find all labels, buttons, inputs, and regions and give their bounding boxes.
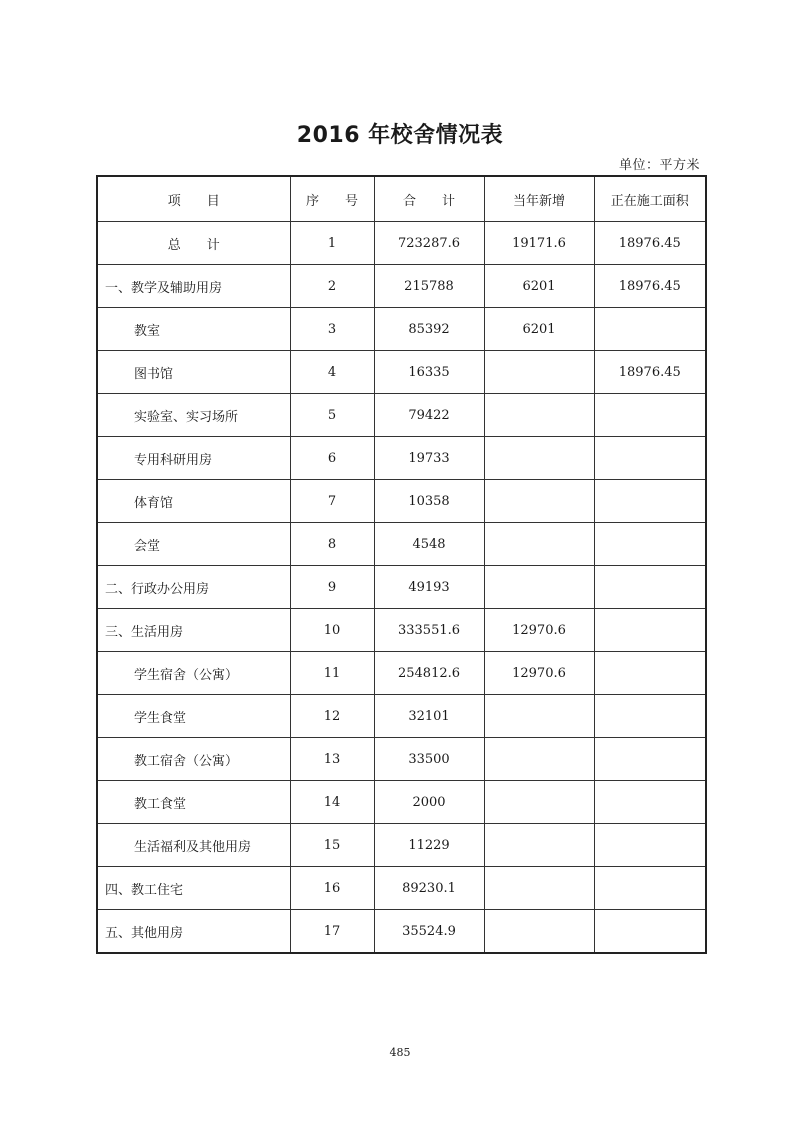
table-row <box>97 738 706 781</box>
row-total: 333551.6 <box>374 609 484 652</box>
row-total: 79422 <box>374 394 484 437</box>
row-new <box>484 523 594 566</box>
row-total: 19733 <box>374 437 484 480</box>
row-building <box>594 824 706 867</box>
row-no: 17 <box>290 910 374 954</box>
row-total: 35524.9 <box>374 910 484 954</box>
row-building: 18976.45 <box>594 222 706 265</box>
row-building <box>594 609 706 652</box>
row-building <box>594 738 706 781</box>
row-new: 6201 <box>484 308 594 351</box>
row-new <box>484 781 594 824</box>
row-building: 18976.45 <box>594 351 706 394</box>
row-item: 会堂 <box>97 523 290 566</box>
row-building <box>594 394 706 437</box>
page-title: 2016 年校舍情况表 <box>296 123 504 148</box>
row-no: 12 <box>290 695 374 738</box>
row-total: 723287.6 <box>374 222 484 265</box>
row-no: 14 <box>290 781 374 824</box>
row-building <box>594 523 706 566</box>
row-item: 体育馆 <box>97 480 290 523</box>
row-building <box>594 437 706 480</box>
row-item: 教室 <box>97 308 290 351</box>
table-header-row <box>97 176 706 222</box>
row-no: 1 <box>290 222 374 265</box>
row-no: 9 <box>290 566 374 609</box>
row-no: 16 <box>290 867 374 910</box>
row-building <box>594 695 706 738</box>
row-item: 学生食堂 <box>97 695 290 738</box>
row-building <box>594 308 706 351</box>
row-new <box>484 824 594 867</box>
row-total: 32101 <box>374 695 484 738</box>
row-new <box>484 480 594 523</box>
table-row <box>97 265 706 308</box>
table-row <box>97 652 706 695</box>
row-total: 89230.1 <box>374 867 484 910</box>
row-no: 5 <box>290 394 374 437</box>
row-building <box>594 480 706 523</box>
row-item: 教工食堂 <box>97 781 290 824</box>
table-row <box>97 351 706 394</box>
header-item: 项 目 <box>97 176 290 222</box>
row-new: 19171.6 <box>484 222 594 265</box>
table-row <box>97 910 706 954</box>
row-no: 15 <box>290 824 374 867</box>
row-item: 生活福利及其他用房 <box>97 824 290 867</box>
row-building <box>594 566 706 609</box>
row-building <box>594 910 706 954</box>
table-row <box>97 437 706 480</box>
row-no: 7 <box>290 480 374 523</box>
header-new: 当年新增 <box>484 176 594 222</box>
row-item: 教工宿舍（公寓） <box>97 738 290 781</box>
row-item: 专用科研用房 <box>97 437 290 480</box>
row-no: 13 <box>290 738 374 781</box>
row-no: 10 <box>290 609 374 652</box>
table-row <box>97 566 706 609</box>
table-row <box>97 308 706 351</box>
table-row <box>97 609 706 652</box>
row-new <box>484 738 594 781</box>
table-row <box>97 394 706 437</box>
table-row <box>97 480 706 523</box>
row-building <box>594 867 706 910</box>
row-no: 8 <box>290 523 374 566</box>
header-total: 合 计 <box>374 176 484 222</box>
table-row <box>97 222 706 265</box>
row-item: 图书馆 <box>97 351 290 394</box>
row-building: 18976.45 <box>594 265 706 308</box>
unit-label: 单位：平方米 <box>618 158 700 173</box>
row-new: 12970.6 <box>484 609 594 652</box>
school-building-table <box>96 175 707 954</box>
table-row <box>97 523 706 566</box>
row-item: 五、其他用房 <box>97 910 290 954</box>
header-no: 序 号 <box>290 176 374 222</box>
row-total: 4548 <box>374 523 484 566</box>
row-item: 四、教工住宅 <box>97 867 290 910</box>
row-new <box>484 351 594 394</box>
row-new <box>484 394 594 437</box>
row-no: 3 <box>290 308 374 351</box>
row-total: 215788 <box>374 265 484 308</box>
row-total: 49193 <box>374 566 484 609</box>
row-total: 10358 <box>374 480 484 523</box>
row-total: 2000 <box>374 781 484 824</box>
row-no: 11 <box>290 652 374 695</box>
page-number: 485 <box>389 1046 411 1059</box>
row-new <box>484 867 594 910</box>
row-item: 学生宿舍（公寓） <box>97 652 290 695</box>
table-row <box>97 781 706 824</box>
table-row <box>97 824 706 867</box>
row-building <box>594 781 706 824</box>
table-row <box>97 695 706 738</box>
header-building: 正在施工面积 <box>594 176 706 222</box>
row-item: 总 计 <box>97 222 290 265</box>
row-total: 16335 <box>374 351 484 394</box>
row-building <box>594 652 706 695</box>
row-item: 实验室、实习场所 <box>97 394 290 437</box>
row-new: 6201 <box>484 265 594 308</box>
row-total: 33500 <box>374 738 484 781</box>
row-no: 4 <box>290 351 374 394</box>
row-new <box>484 566 594 609</box>
row-new <box>484 695 594 738</box>
row-total: 85392 <box>374 308 484 351</box>
row-item: 一、教学及辅助用房 <box>97 265 290 308</box>
row-new <box>484 437 594 480</box>
row-item: 三、生活用房 <box>97 609 290 652</box>
row-item: 二、行政办公用房 <box>97 566 290 609</box>
row-total: 254812.6 <box>374 652 484 695</box>
row-no: 2 <box>290 265 374 308</box>
row-new: 12970.6 <box>484 652 594 695</box>
row-new <box>484 910 594 954</box>
row-no: 6 <box>290 437 374 480</box>
row-total: 11229 <box>374 824 484 867</box>
table-row <box>97 867 706 910</box>
